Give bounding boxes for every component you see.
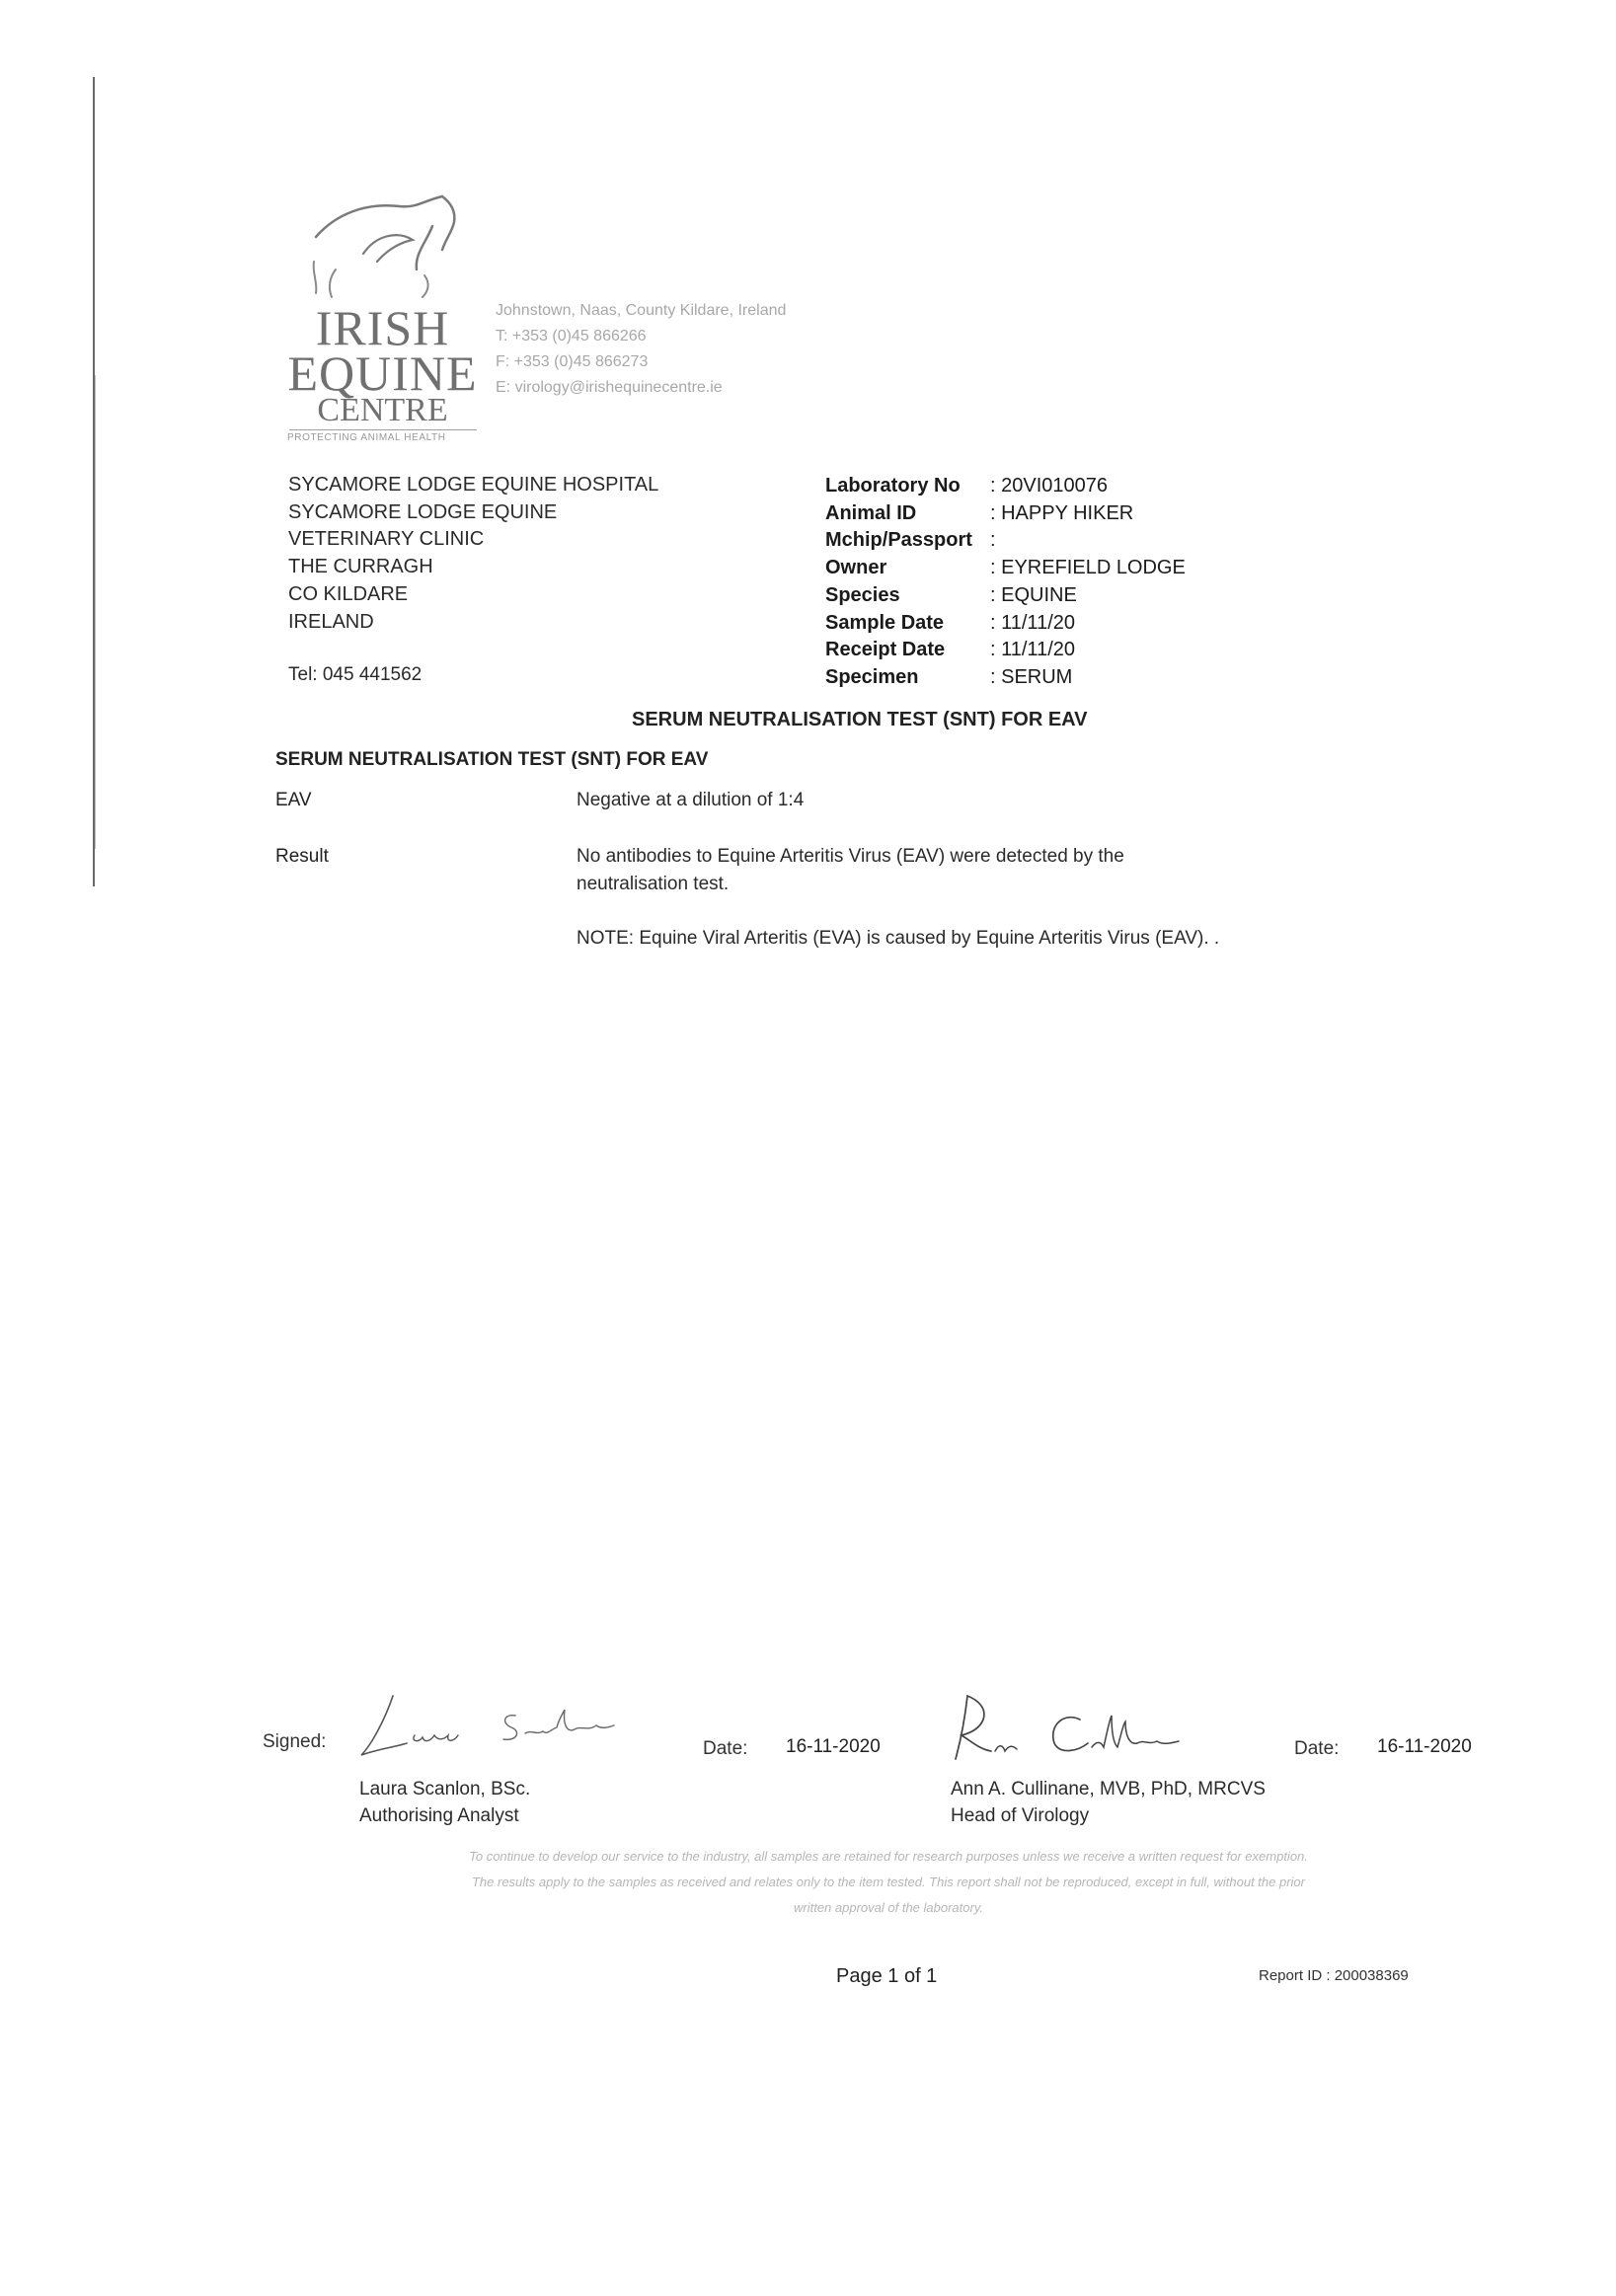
sample-row [825, 610, 1186, 638]
recipient-address [288, 472, 658, 636]
sample-value: : 20VI010076 [990, 475, 1108, 497]
head-date: 16-11-2020 [1377, 1736, 1472, 1757]
sample-value: : 11/11/20 [990, 639, 1075, 661]
sample-row [825, 664, 1186, 692]
recipient-line: IRELAND [288, 610, 374, 633]
horse-icon [306, 192, 479, 301]
sample-row [825, 582, 1186, 610]
logo-line-centre: CENTRE [317, 392, 448, 428]
sample-value: : 11/11/20 [990, 611, 1075, 634]
section-title: SERUM NEUTRALISATION TEST (SNT) FOR EAV [275, 749, 709, 770]
head-date-label: Date: [1294, 1738, 1340, 1759]
lab-address: Johnstown, Naas, County Kildare, Ireland [496, 302, 787, 319]
head-signature [948, 1690, 1214, 1764]
report-id: Report ID : 200038369 [1259, 1967, 1409, 1984]
head-name: Ann A. Cullinane, MVB, PhD, MRCVS [951, 1779, 1266, 1799]
sample-value: : EQUINE [990, 583, 1077, 606]
recipient-tel: Tel: 045 441562 [288, 664, 423, 685]
disclaimer-line: written approval of the laboratory. [794, 1900, 983, 1915]
sample-label: Owner [825, 557, 887, 579]
sample-row [825, 527, 1186, 555]
recipient-line: SYCAMORE LODGE EQUINE HOSPITAL [288, 474, 659, 496]
sample-value: : EYREFIELD LODGE [990, 557, 1186, 579]
recipient-line: VETERINARY CLINIC [288, 528, 485, 551]
irish-equine-centre-logo [281, 192, 484, 449]
eav-label: EAV [275, 790, 312, 810]
analyst-date: 16-11-2020 [786, 1736, 881, 1757]
eav-value: Negative at a dilution of 1:4 [577, 790, 805, 810]
logo-line-irish: IRISH [315, 300, 450, 355]
disclaimer-line: The results apply to the samples as received and relates only to the item tested. This report shall not be reproduced, except in full, without the prior [471, 1875, 1305, 1889]
scan-edge-line-faint [95, 375, 96, 849]
sample-info-table [825, 473, 1186, 692]
sample-label: Sample Date [825, 611, 945, 634]
lab-contact-block [496, 298, 786, 401]
recipient-line: SYCAMORE LODGE EQUINE [288, 500, 558, 523]
sample-row [825, 555, 1186, 582]
lab-fax: F: +353 (0)45 866273 [496, 353, 649, 370]
sample-label: Specimen [825, 665, 919, 688]
sample-label: Animal ID [825, 501, 917, 524]
lab-email: E: virology@irishequinecentre.ie [496, 379, 723, 396]
sample-row [825, 473, 1186, 500]
sample-label: Laboratory No [825, 475, 961, 497]
sample-row [825, 637, 1186, 664]
sample-value: : SERUM [990, 665, 1073, 688]
recipient-line: THE CURRAGH [288, 556, 433, 578]
recipient-line: CO KILDARE [288, 582, 409, 605]
sample-label: Receipt Date [825, 639, 946, 661]
page-number: Page 1 of 1 [836, 1965, 938, 1987]
lab-phone: T: +353 (0)45 866266 [496, 328, 647, 344]
result-text: No antibodies to Equine Arteritis Virus (EAV) were detected by the neutralisation test. [577, 846, 1124, 894]
disclaimer [336, 1844, 1441, 1921]
head-role: Head of Virology [951, 1805, 1090, 1826]
sample-value: : HAPPY HIKER [990, 501, 1134, 524]
analyst-date-label: Date: [703, 1738, 748, 1759]
sample-label: Species [825, 583, 900, 606]
signed-label: Signed: [263, 1731, 327, 1752]
analyst-role: Authorising Analyst [359, 1805, 519, 1826]
result-label: Result [275, 846, 329, 867]
sample-row [825, 500, 1186, 528]
analyst-signature [355, 1690, 622, 1764]
report-title: SERUM NEUTRALISATION TEST (SNT) FOR EAV [632, 709, 1088, 730]
note-text: NOTE: Equine Viral Arteritis (EVA) is caused by Equine Arteritis Virus (EAV). . [577, 928, 1220, 949]
analyst-name: Laura Scanlon, BSc. [359, 1779, 531, 1799]
sample-label: Mchip/Passport [825, 529, 972, 552]
logo-line-equine: EQUINE [287, 345, 478, 401]
sample-value: : [990, 529, 996, 552]
disclaimer-line: To continue to develop our service to the industry, all samples are retained for research purposes unless we receive a written request for exemption. [469, 1849, 1308, 1864]
logo-divider [289, 429, 477, 430]
logo-tagline: PROTECTING ANIMAL HEALTH [287, 432, 446, 443]
